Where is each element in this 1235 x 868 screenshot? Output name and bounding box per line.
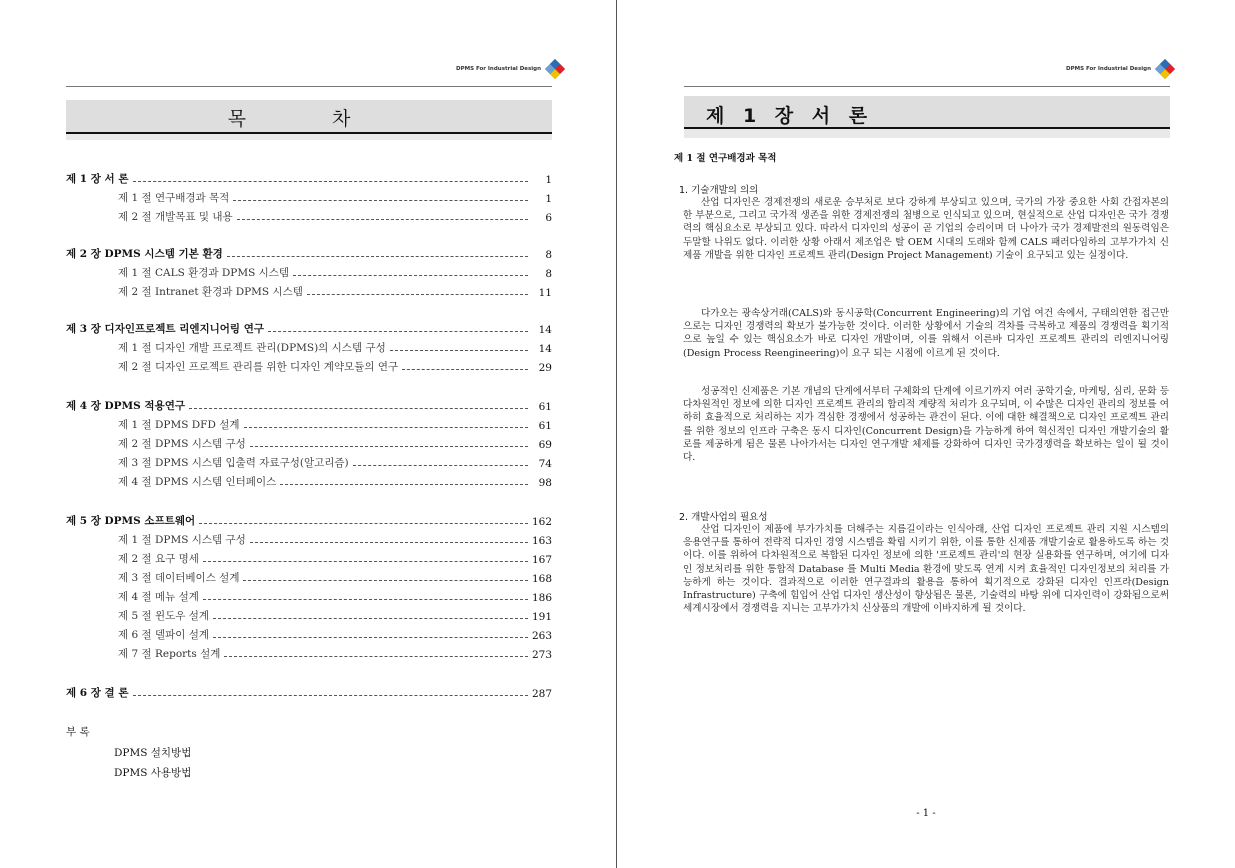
toc-entry-label: 제 2 절 디자인 프로젝트 관리를 위한 디자인 계약모듈의 연구	[118, 361, 399, 373]
toc-page-number: 61	[538, 420, 552, 432]
diamond-logo-icon	[1154, 58, 1176, 80]
toc-section-entry[interactable]	[118, 531, 552, 547]
toc-page-number: 8	[545, 249, 552, 261]
appendix-item[interactable]: DPMS 사용방법	[114, 767, 192, 779]
toc-entry-label: 제 1 절 DPMS 시스템 구성	[118, 534, 246, 546]
paragraph: 산업 디자인이 제품에 부가가치를 더해주는 지름길이라는 인식아래, 산업 디자인 프로젝트 관리 지원 시스템의 응용연구를 통하여 전략적 디자인 경영 시스템을 확립 시키기 위한, 이를 통한 신제품 개발기술로 활용하도록 하는 것이다. 이를 위하여 다차원적으로 복합된 디자인 정보에 의한 '프로젝트 관리'의 현장 실용화를 연구하며, 여기에 디자인 정보처리를 위한 통합적 Database 를 Multi Media 환경에 맞도록 연계 시켜 효율적인 디자인정보의 처리를 가능하게 하는 것이다. 결과적으로 이러한 연구결과의 활용을 통하여 획기적으로 강화된 디자인 인프라(Design Infrastructure) 구축에 힘입어 산업 디자인 생산성이 향상됨은 물론, 기술력의 바탕 위에 디자인력이 강화됨으로써 세계시장에서 경쟁력을 지니는 고부가가치 신상품의 개발에 이바지하게 될 것이다.	[683, 524, 1169, 615]
toc-section-entry[interactable]	[118, 645, 552, 661]
dot-leader	[390, 350, 528, 351]
chapter-title: 제 1 장 서 론	[706, 105, 874, 127]
dot-leader	[133, 181, 529, 182]
dot-leader	[227, 256, 528, 257]
paragraph: 다가오는 광속상거래(CALS)와 동시공학(Concurrent Engineering)의 기업 여건 속에서, 구태의연한 접근만으로는 디자인 경쟁력의 확보가 불가능한 것이다. 이러한 상황에서 기술의 격차를 극복하고 제품의 경쟁력을 획기적으로 높일 수 있는 핵심요소가 바로 디자인 개발이며, 이를 위해서 이른바 디자인 프로젝트 관리의 리엔지니어링(Design Process Reengineering)이 요구 되는 시점에 이르게 된 것이다.	[683, 308, 1169, 359]
toc-page-number: 1	[545, 193, 552, 205]
toc-entry-label: 제 1 장 서 론	[66, 173, 129, 185]
dot-leader	[402, 369, 528, 370]
dot-leader	[250, 542, 528, 543]
toc-page-number: 14	[538, 343, 552, 355]
toc-page-number: 6	[545, 212, 552, 224]
toc-section-entry[interactable]	[118, 626, 552, 642]
toc-page-number: 186	[531, 592, 552, 604]
dot-leader	[203, 599, 528, 600]
toc-entry-label: 제 1 절 디자인 개발 프로젝트 관리(DPMS)의 시스템 구성	[118, 342, 386, 354]
toc-page-number: 168	[531, 573, 552, 585]
toc-page-number: 61	[538, 401, 552, 413]
toc-section-entry[interactable]	[118, 208, 552, 224]
toc-section-entry[interactable]	[118, 264, 552, 280]
toc-section-entry[interactable]	[118, 435, 552, 451]
dot-leader	[250, 446, 528, 447]
header-rule	[684, 86, 1170, 87]
appendix-item[interactable]: DPMS 설치방법	[114, 747, 192, 759]
toc-title-bar	[66, 100, 552, 132]
toc-page-number: 263	[531, 630, 552, 642]
toc-section-entry[interactable]	[118, 454, 552, 470]
toc-section-entry[interactable]	[118, 283, 552, 299]
toc-entry-label: 제 2 절 Intranet 환경과 DPMS 시스템	[118, 286, 303, 298]
running-header-text: DPMS For Industrial Design	[456, 66, 542, 72]
toc-title: 목 차	[227, 108, 391, 130]
toc-entry-label: 제 4 절 DPMS 시스템 인터페이스	[118, 476, 277, 488]
running-header	[1066, 58, 1176, 80]
toc-entry-label: 제 5 절 윈도우 설계	[118, 610, 210, 622]
toc-section-entry[interactable]	[118, 588, 552, 604]
toc-entry-label: 제 3 절 데이터베이스 설계	[118, 572, 240, 584]
paragraph: 산업 디자인은 경제전쟁의 새로운 승부처로 보다 강하게 부상되고 있으며, 국가의 가장 중요한 사회 간접자본의 한 부분으로, 그리고 국가적 생존을 위한 경제전쟁의 첨병으로 인식되고 있으며, 현실적으로 산업 디자인은 국가 경쟁력의 핵심요소로 부상되고 있다. 따라서 디자인의 성공이 곧 기업의 승리이며 더 나아가 국가 경제발전의 원동력임은 두말할 나위도 없다. 이러한 상황 아래서 제조업은 탈 OEM 시대의 도래와 함께 CALS 패러다임하의 고부가가치 신제품 개발을 위한 디자인 프로젝트 관리(Design Project Management) 기술이 요구되고 있는 실정이다.	[683, 197, 1169, 261]
dot-leader	[203, 561, 528, 562]
dot-leader	[189, 408, 528, 409]
section-title: 제 1 절 연구배경과 목적	[674, 153, 777, 164]
toc-section-entry[interactable]	[118, 607, 552, 623]
toc-entry-label: 제 2 절 DPMS 시스템 구성	[118, 438, 246, 450]
dot-leader	[213, 618, 528, 619]
toc-entry-label: 제 2 장 DPMS 시스템 기본 환경	[66, 248, 223, 260]
dot-leader	[307, 294, 528, 295]
chapter-page	[617, 0, 1235, 868]
toc-chapter-entry[interactable]	[66, 512, 552, 528]
dot-leader	[237, 219, 528, 220]
appendix-title: 부 록	[66, 726, 90, 738]
toc-page-number: 167	[531, 554, 552, 566]
dot-leader	[233, 200, 528, 201]
toc-page	[0, 0, 616, 868]
dot-leader	[268, 331, 528, 332]
toc-page-number: 287	[531, 688, 552, 700]
toc-page-number: 11	[538, 287, 552, 299]
toc-page-number: 8	[545, 268, 552, 280]
title-bar-shadow	[684, 129, 1170, 138]
dot-leader	[199, 523, 528, 524]
toc-page-number: 273	[531, 649, 552, 661]
toc-entry-label: 제 6 절 델파이 설계	[118, 629, 210, 641]
running-header-text: DPMS For Industrial Design	[1066, 66, 1152, 72]
running-header	[456, 58, 566, 80]
toc-chapter-entry[interactable]	[66, 170, 552, 186]
dot-leader	[244, 427, 529, 428]
title-bar-shadow	[66, 134, 552, 140]
toc-entry-label: 제 7 절 Reports 설계	[118, 648, 221, 660]
dot-leader	[293, 275, 528, 276]
toc-page-number: 74	[538, 458, 552, 470]
toc-page-number: 1	[545, 174, 552, 186]
toc-page-number: 69	[538, 439, 552, 451]
toc-section-entry[interactable]	[118, 550, 552, 566]
toc-section-entry[interactable]	[118, 189, 552, 205]
toc-entry-label: 제 1 절 DPMS DFD 설계	[118, 419, 240, 431]
dot-leader	[133, 695, 529, 696]
page-number: - 1 -	[916, 808, 936, 819]
toc-page-number: 29	[538, 362, 552, 374]
dot-leader	[280, 484, 528, 485]
toc-section-entry[interactable]	[118, 416, 552, 432]
toc-entry-label: 제 3 장 디자인프로젝트 리엔지니어링 연구	[66, 323, 265, 335]
header-rule	[66, 86, 552, 87]
toc-entry-label: 제 1 절 연구배경과 목적	[118, 192, 230, 204]
subsection-heading: 1. 기술개발의 의의	[679, 185, 759, 196]
toc-entry-label: 제 3 절 DPMS 시스템 입출력 자료구성(알고리즘)	[118, 457, 349, 469]
toc-entry-label: 제 2 절 개발목표 및 내용	[118, 211, 233, 223]
toc-section-entry[interactable]	[118, 339, 552, 355]
toc-section-entry[interactable]	[118, 358, 552, 374]
toc-page-number: 163	[531, 535, 552, 547]
toc-entry-label: 제 4 장 DPMS 적용연구	[66, 400, 185, 412]
dot-leader	[213, 637, 528, 638]
toc-entry-label: 제 5 장 DPMS 소프트웨어	[66, 515, 196, 527]
diamond-logo-icon	[544, 58, 566, 80]
dot-leader	[243, 580, 528, 581]
toc-page-number: 98	[538, 477, 552, 489]
dot-leader	[353, 465, 528, 466]
toc-page-number: 191	[531, 611, 552, 623]
toc-chapter-entry[interactable]	[66, 245, 552, 261]
toc-section-entry[interactable]	[118, 473, 552, 489]
toc-page-number: 14	[538, 324, 552, 336]
toc-page-number: 162	[531, 516, 552, 528]
paragraph: 성공적인 신제품은 기본 개념의 단계에서부터 구체화의 단계에 이르기까지 여러 공학기술, 마케팅, 심리, 문화 등 다차원적인 정보에 의한 디자인 프로젝트 관리의 합리적 계량적 처리가 요구되며, 이 수많은 디자인 관리의 정보를 여하히 효율적으로 처리하는 지가 격심한 경쟁에서 성공하는 관건이 된다. 이에 대한 해결책으로 디자인 프로젝트 관리를 위한 정보의 인프라 구축은 동시 디자인(Concurrent Design)을 가능하게 하여 혁신적인 디자인 개발기술의 활로를 제공하게 됨은 물론 나아가서는 디자인 연구개발 체제를 강화하여 디자인 국가경쟁력을 확보하는 일이 될 것이다.	[683, 386, 1169, 464]
toc-section-entry[interactable]	[118, 569, 552, 585]
toc-entry-label: 제 6 장 결 론	[66, 687, 129, 699]
toc-entry-label: 제 1 절 CALS 환경과 DPMS 시스템	[118, 267, 290, 279]
toc-entry-label: 제 2 절 요구 명세	[118, 553, 199, 565]
subsection-heading: 2. 개발사업의 필요성	[679, 512, 768, 523]
toc-chapter-entry[interactable]	[66, 320, 552, 336]
chapter-title-bar	[684, 96, 1170, 128]
toc-entry-label: 제 4 절 메뉴 설계	[118, 591, 199, 603]
toc-chapter-entry[interactable]	[66, 684, 552, 700]
toc-chapter-entry[interactable]	[66, 397, 552, 413]
dot-leader	[224, 656, 528, 657]
